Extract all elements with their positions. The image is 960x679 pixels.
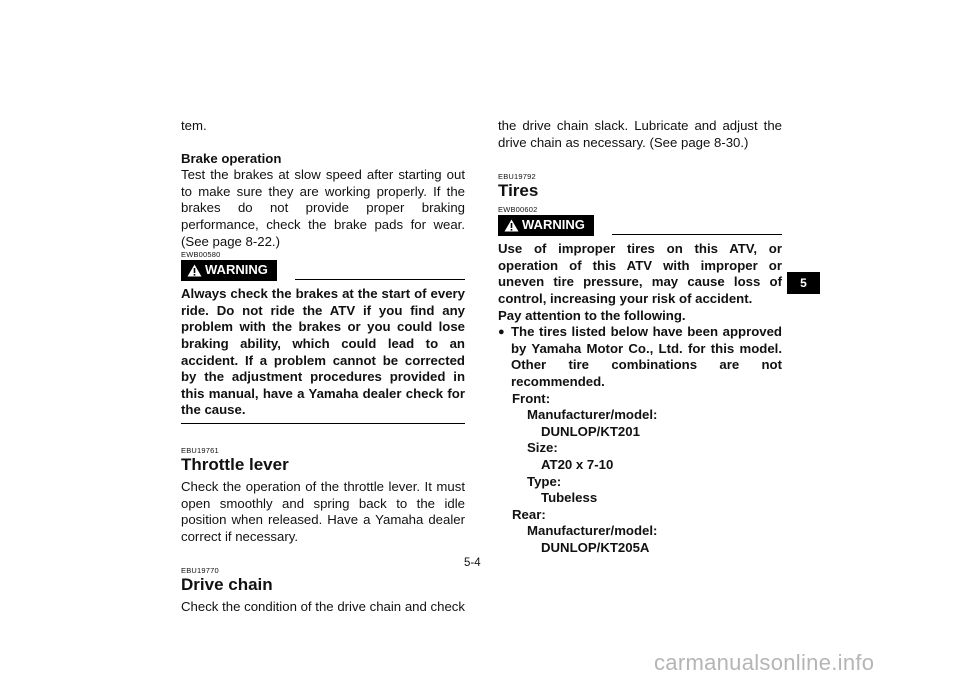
- spec-value: DUNLOP/KT201: [541, 423, 640, 439]
- warning-header: [181, 260, 465, 281]
- list-item: [498, 324, 782, 390]
- warning-text: Use of improper tires on this ATV, or operation of this ATV with improper or uneven tire pressure, may cause loss of control, increasing your risk of accident.: [498, 241, 782, 306]
- section-code: EBU19770: [181, 566, 219, 576]
- spec-front-label: Front:: [512, 390, 551, 406]
- warning-text: Always check the brakes at the start of every ride. Do not ride the ATV if you find any problem with the brakes or you could lose braking ability, which could lead to an accident. If a problem cannot be corrected by the adjustment procedures provided in this manual, have a Yamaha dealer check for the cause.: [181, 286, 465, 418]
- spec-value: AT20 x 7-10: [541, 456, 614, 472]
- brake-operation-title: Brake operation: [181, 150, 282, 166]
- chapter-tab: 5: [787, 272, 820, 294]
- warning-code: EWB00602: [498, 205, 538, 215]
- warning-triangle-icon: [187, 264, 202, 277]
- warning-code: EWB00580: [181, 250, 221, 260]
- bullet-icon: ●: [498, 326, 505, 339]
- warning-label: WARNING: [522, 217, 585, 233]
- drive-chain-text: Check the condition of the drive chain and check: [181, 599, 465, 615]
- section-code: EBU19792: [498, 172, 536, 182]
- throttle-lever-text: Check the operation of the throttle lever. It must open smoothly and spring back to the idle position when released. Have a Yamaha dealer correct if necessary.: [181, 478, 465, 544]
- drive-chain-heading: Drive chain: [181, 575, 273, 595]
- warning-badge: [498, 215, 594, 236]
- spec-value: DUNLOP/KT205A: [541, 539, 650, 555]
- brake-operation-text: Test the brakes at slow speed after starting out to make sure they are working properly. If the brakes do not provide proper braking performance, check the brake pads for wear. (See page 8-22.): [181, 167, 465, 249]
- warning-badge: [181, 260, 277, 281]
- warning-rule: [295, 279, 465, 280]
- left-column: [181, 118, 465, 616]
- drive-chain-text-continued: the drive chain slack. Lubricate and adjust the drive chain as necessary. (See page 8-30.): [498, 118, 782, 150]
- warning-rule: [612, 234, 782, 235]
- watermark: carmanualsonline.info: [654, 650, 875, 675]
- throttle-lever-heading: Throttle lever: [181, 454, 289, 474]
- warning-triangle-icon: [504, 219, 519, 232]
- attention-text: Pay attention to the following.: [498, 307, 686, 323]
- bullet-text: The tires listed below have been approved by Yamaha Motor Co., Ltd. for this model. Other tire combinations are not recommended.: [511, 324, 782, 389]
- warning-header: [498, 215, 782, 236]
- spec-label: Manufacturer/model:: [527, 407, 658, 423]
- spec-label: Size:: [527, 440, 558, 456]
- page-number: 5-4: [464, 557, 481, 569]
- section-code: EBU19761: [181, 445, 219, 455]
- continued-text: tem.: [181, 118, 207, 133]
- spec-value: Tubeless: [541, 490, 598, 506]
- warning-label: WARNING: [205, 262, 268, 278]
- right-column: [498, 118, 782, 556]
- spec-label: Type:: [527, 473, 562, 489]
- spec-label: Manufacturer/model:: [527, 523, 658, 539]
- tires-heading: Tires: [498, 181, 539, 201]
- spec-rear-label: Rear:: [512, 506, 546, 522]
- warning-end-rule: [181, 423, 465, 424]
